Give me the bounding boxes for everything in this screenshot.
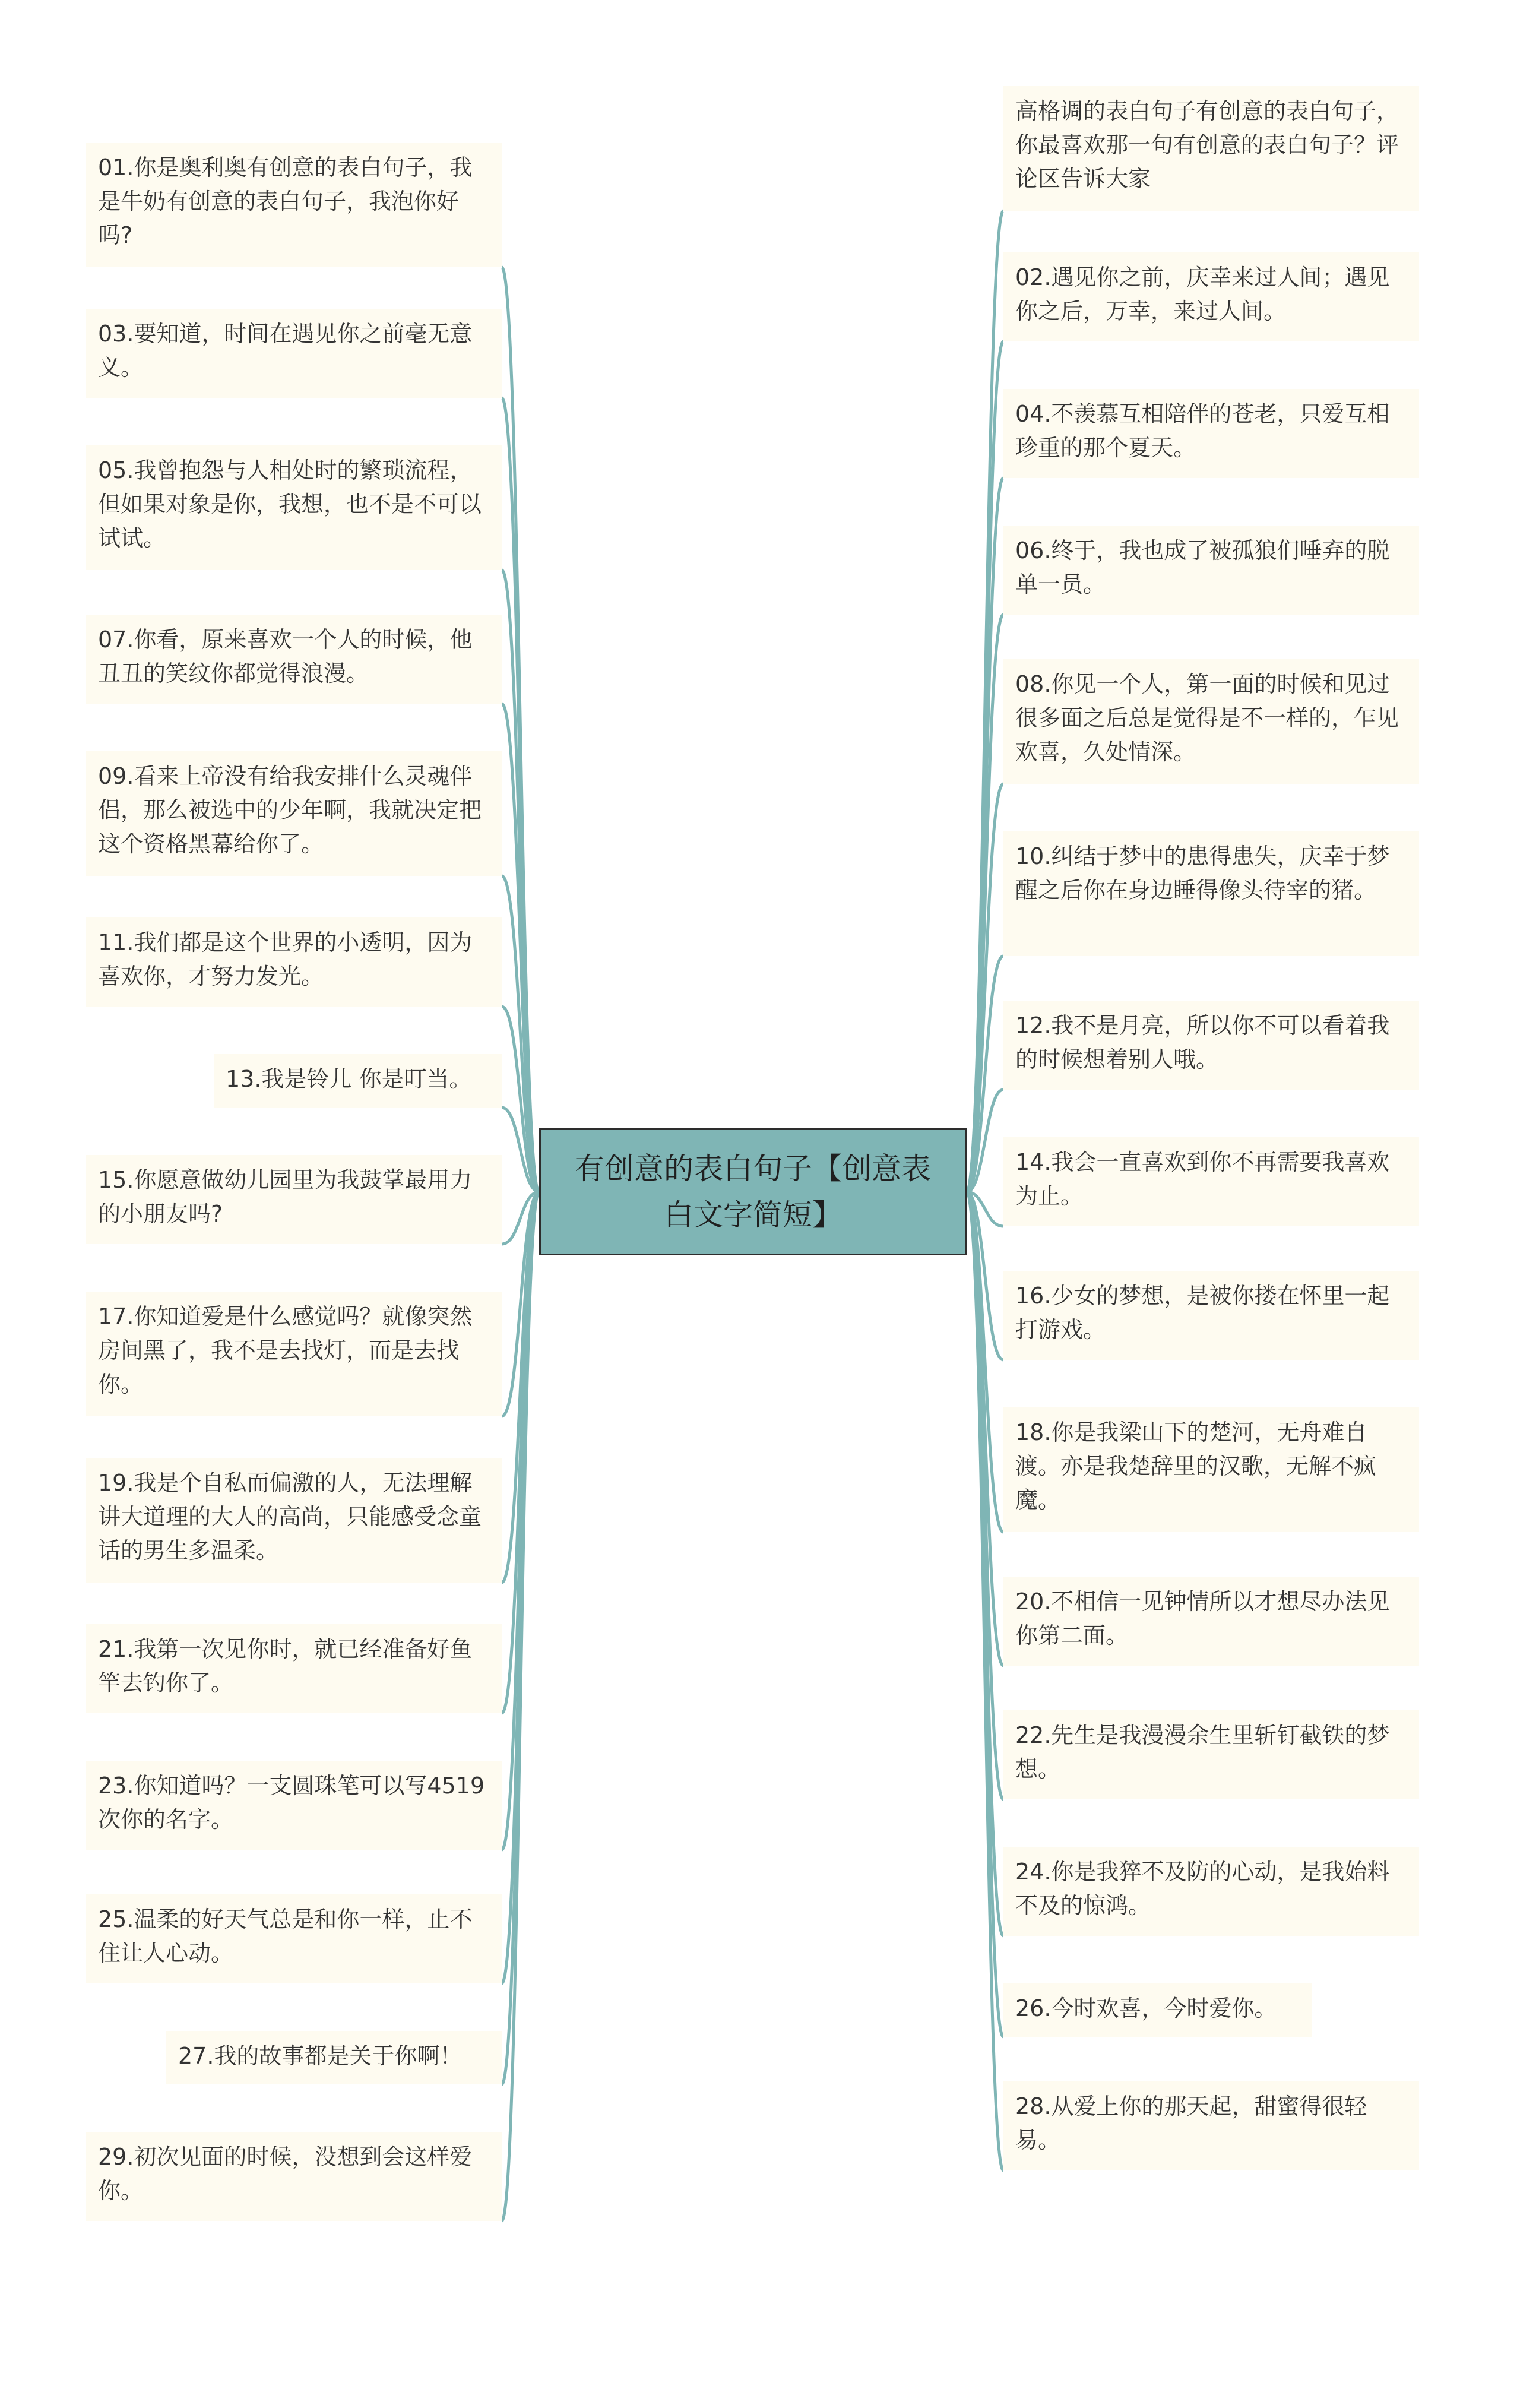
right-topic-label: 20.不相信一见钟情所以才想尽办法见你第二面。	[1015, 1589, 1390, 1648]
left-topic-7[interactable]	[214, 1054, 502, 1108]
left-topic-10[interactable]	[86, 1458, 502, 1583]
right-topic-label: 14.我会一直喜欢到你不再需要我喜欢为止。	[1015, 1149, 1390, 1209]
left-topic-label: 27.我的故事都是关于你啊！	[178, 2043, 463, 2069]
right-topic-5[interactable]	[1003, 659, 1419, 784]
right-topic-9[interactable]	[1003, 1271, 1419, 1360]
left-connector-2	[502, 398, 539, 1192]
right-topic-label: 28.从爱上你的那天起，甜蜜得很轻易。	[1015, 2093, 1367, 2153]
right-topic-label: 06.终于，我也成了被孤狼们唾弃的脱单一员。	[1015, 537, 1390, 597]
left-topic-1[interactable]	[86, 143, 502, 267]
left-topic-label: 17.你知道爱是什么感觉吗？就像突然房间黑了，我不是去找灯，而是去找你。	[98, 1303, 473, 1397]
left-topic-label: 07.你看，原来喜欢一个人的时候，他丑丑的笑纹你都觉得浪漫。	[98, 626, 473, 686]
right-topic-15[interactable]	[1003, 2081, 1419, 2170]
right-topic-12[interactable]	[1003, 1710, 1419, 1799]
left-topic-8[interactable]	[86, 1155, 502, 1244]
right-topic-label: 26.今时欢喜，今时爱你。	[1015, 1995, 1277, 2021]
right-topic-11[interactable]	[1003, 1577, 1419, 1666]
left-topic-6[interactable]	[86, 917, 502, 1007]
left-topic-label: 23.你知道吗？一支圆珠笔可以写4519次你的名字。	[98, 1773, 485, 1833]
left-topic-3[interactable]	[86, 445, 502, 570]
left-topic-4[interactable]	[86, 615, 502, 704]
right-topic-label: 10.纠结于梦中的患得患失，庆幸于梦醒之后你在身边睡得像头待宰的猪。	[1015, 843, 1390, 903]
left-topic-label: 01.你是奥利奥有创意的表白句子，我是牛奶有创意的表白句子，我泡你好吗?	[98, 154, 473, 248]
left-topic-label: 03.要知道，时间在遇见你之前毫无意义。	[98, 321, 473, 381]
right-topic-3[interactable]	[1003, 389, 1419, 478]
left-topic-2[interactable]	[86, 309, 502, 398]
left-topic-14[interactable]	[166, 2031, 502, 2084]
right-topic-label: 24.你是我猝不及防的心动，是我始料不及的惊鸿。	[1015, 1859, 1390, 1919]
left-topic-label: 15.你愿意做幼儿园里为我鼓掌最用力的小朋友吗?	[98, 1167, 473, 1227]
right-topic-label: 16.少女的梦想，是被你搂在怀里一起打游戏。	[1015, 1283, 1390, 1343]
left-topic-12[interactable]	[86, 1761, 502, 1850]
left-topic-label: 21.我第一次见你时，就已经准备好鱼竿去钓你了。	[98, 1636, 473, 1696]
left-topic-label: 29.初次见面的时候，没想到会这样爱你。	[98, 2144, 473, 2204]
left-topic-9[interactable]	[86, 1292, 502, 1416]
right-topic-8[interactable]	[1003, 1137, 1419, 1226]
right-topic-13[interactable]	[1003, 1847, 1419, 1936]
left-topic-label: 19.我是个自私而偏激的人，无法理解讲大道理的大人的高尚，只能感受念童话的男生多温柔。	[98, 1470, 482, 1564]
right-topic-label: 18.你是我梁山下的楚河，无舟难自渡。亦是我楚辞里的汉歌，无解不疯魔。	[1015, 1419, 1377, 1513]
left-topic-label: 25.温柔的好天气总是和你一样，止不住让人心动。	[98, 1906, 473, 1966]
left-topic-label: 11.我们都是这个世界的小透明，因为喜欢你，才努力发光。	[98, 929, 473, 989]
right-topic-label: 22.先生是我漫漫余生里斩钉截铁的梦想。	[1015, 1722, 1390, 1782]
right-topic-2[interactable]	[1003, 252, 1419, 341]
left-topic-15[interactable]	[86, 2132, 502, 2221]
left-topic-label: 09.看来上帝没有给我安排什么灵魂伴侣，那么被选中的少年啊，我就决定把这个资格黑幕给你了。	[98, 763, 482, 857]
right-topic-label: 08.你见一个人，第一面的时候和见过很多面之后总是觉得是不一样的，乍见欢喜，久处情深。	[1015, 671, 1399, 765]
central-topic[interactable]	[539, 1128, 967, 1255]
right-topic-label: 04.不羡慕互相陪伴的苍老，只爱互相珍重的那个夏天。	[1015, 401, 1390, 461]
right-topic-label: 12.我不是月亮，所以你不可以看着我的时候想着别人哦。	[1015, 1012, 1390, 1072]
left-topic-11[interactable]	[86, 1624, 502, 1713]
right-topic-6[interactable]	[1003, 831, 1419, 956]
left-topic-5[interactable]	[86, 751, 502, 876]
right-topic-10[interactable]	[1003, 1407, 1419, 1532]
right-topic-1[interactable]	[1003, 86, 1419, 211]
central-topic-label: 有创意的表白句子【创意表白文字简短】	[575, 1151, 931, 1232]
right-topic-4[interactable]	[1003, 526, 1419, 615]
right-topic-7[interactable]	[1003, 1001, 1419, 1090]
left-topic-label: 13.我是铃儿 你是叮当。	[226, 1066, 472, 1092]
left-topic-13[interactable]	[86, 1894, 502, 1983]
right-topic-label: 02.遇见你之前，庆幸来过人间；遇见你之后，万幸，来过人间。	[1015, 264, 1390, 324]
left-topic-label: 05.我曾抱怨与人相处时的繁琐流程，但如果对象是你，我想，也不是不可以试试。	[98, 457, 482, 551]
right-topic-label: 高格调的表白句子有创意的表白句子，你最喜欢那一句有创意的表白句子？评论区告诉大家	[1015, 98, 1399, 192]
right-topic-14[interactable]	[1003, 1983, 1312, 2037]
